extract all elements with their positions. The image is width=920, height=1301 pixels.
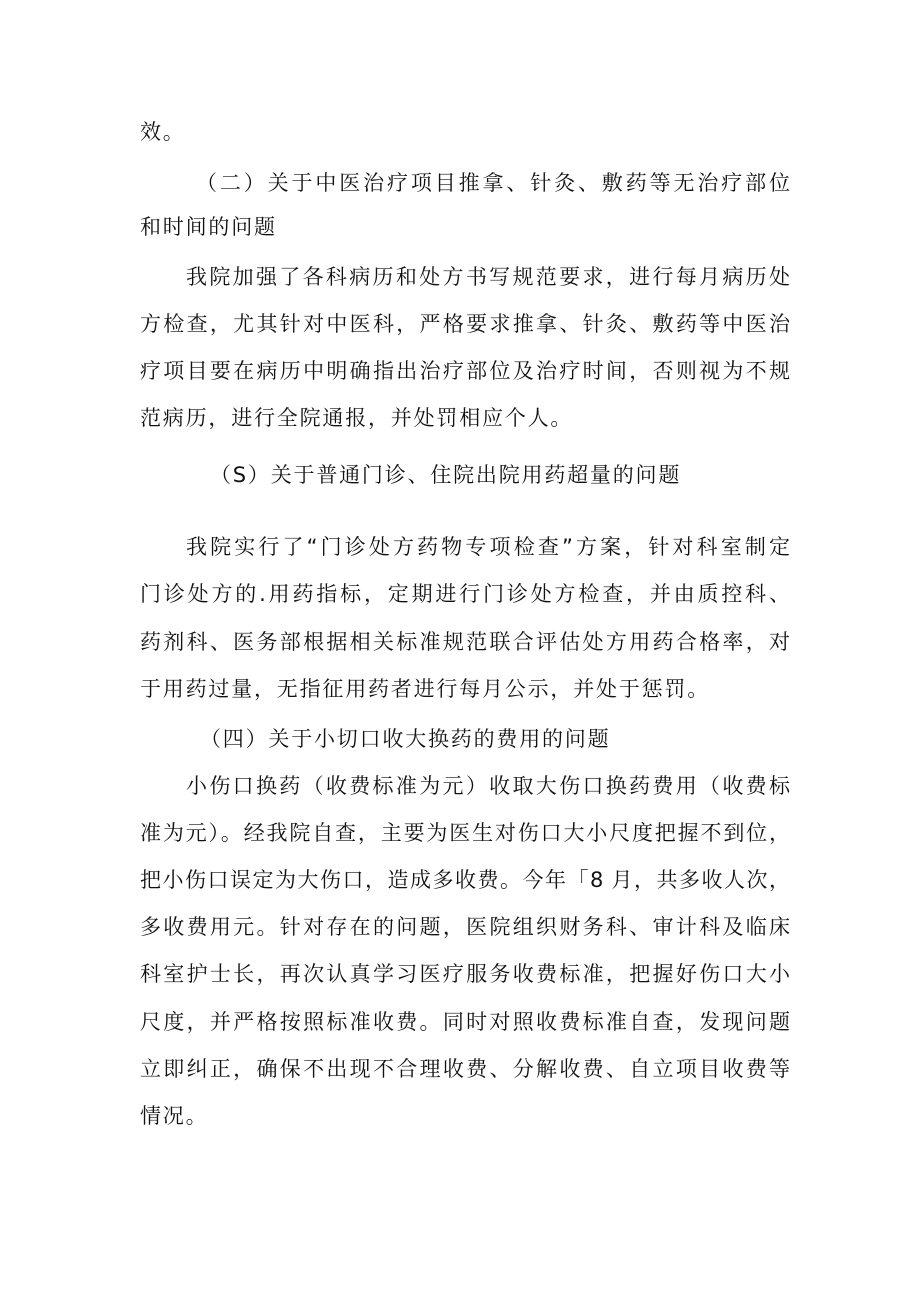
paragraph-line: 疗项目要在病历中明确指出治疗部位及治疗时间，否则视为不规 bbox=[140, 359, 790, 383]
section-heading-2: （二）关于中医治疗项目推拿、针灸、敷药等无治疗部位 bbox=[196, 171, 790, 195]
paragraph-line: 小伤口换药（收费标准为元）收取大伤口换药费用（收费标 bbox=[186, 774, 790, 798]
paragraph-line: 把小伤口误定为大伤口，造成多收费。今年「8 月，共多收人次， bbox=[140, 868, 790, 892]
paragraph-line: 门诊处方的.用药指标，定期进行门诊处方检查，并由质控科、 bbox=[140, 582, 790, 606]
paragraph-line: 我院加强了各科病历和处方书写规范要求，进行每月病历处 bbox=[186, 265, 790, 289]
paragraph-line: 科室护士长，再次认真学习医疗服务收费标准，把握好伤口大小 bbox=[140, 962, 790, 986]
section-heading-2-cont: 和时间的问题 bbox=[140, 215, 277, 239]
section-heading-3: （S）关于普通门诊、住院出院用药超量的问题 bbox=[210, 463, 682, 487]
paragraph-line: 尺度，并严格按照标准收费。同时对照收费标准自查，发现问题 bbox=[140, 1010, 790, 1034]
paragraph-line: 方检查，尤其针对中医科，严格要求推拿、针灸、敷药等中医治 bbox=[140, 312, 790, 336]
paragraph-line: 情况。 bbox=[140, 1104, 209, 1128]
paragraph-line: 准为元）。经我院自查，主要为医生对伤口大小尺度把握不到位， bbox=[140, 821, 790, 845]
paragraph-line: 药剂科、医务部根据相关标准规范联合评估处方用药合格率，对 bbox=[140, 630, 790, 654]
text-line-1: 效。 bbox=[140, 120, 186, 144]
paragraph-line: 范病历，进行全院通报，并处罚相应个人。 bbox=[140, 406, 574, 430]
paragraph-line: 多收费用元。针对存在的问题，医院组织财务科、审计科及临床 bbox=[140, 915, 790, 939]
paragraph-line: 我院实行了“门诊处方药物专项检查”方案，针对科室制定 bbox=[186, 535, 790, 559]
paragraph-line: 于用药过量，无指征用药者进行每月公示，并处于惩罚。 bbox=[140, 677, 710, 701]
section-heading-4: （四）关于小切口收大换药的费用的问题 bbox=[200, 727, 611, 751]
paragraph-line: 立即纠正，确保不出现不合理收费、分解收费、自立项目收费等 bbox=[140, 1057, 790, 1081]
